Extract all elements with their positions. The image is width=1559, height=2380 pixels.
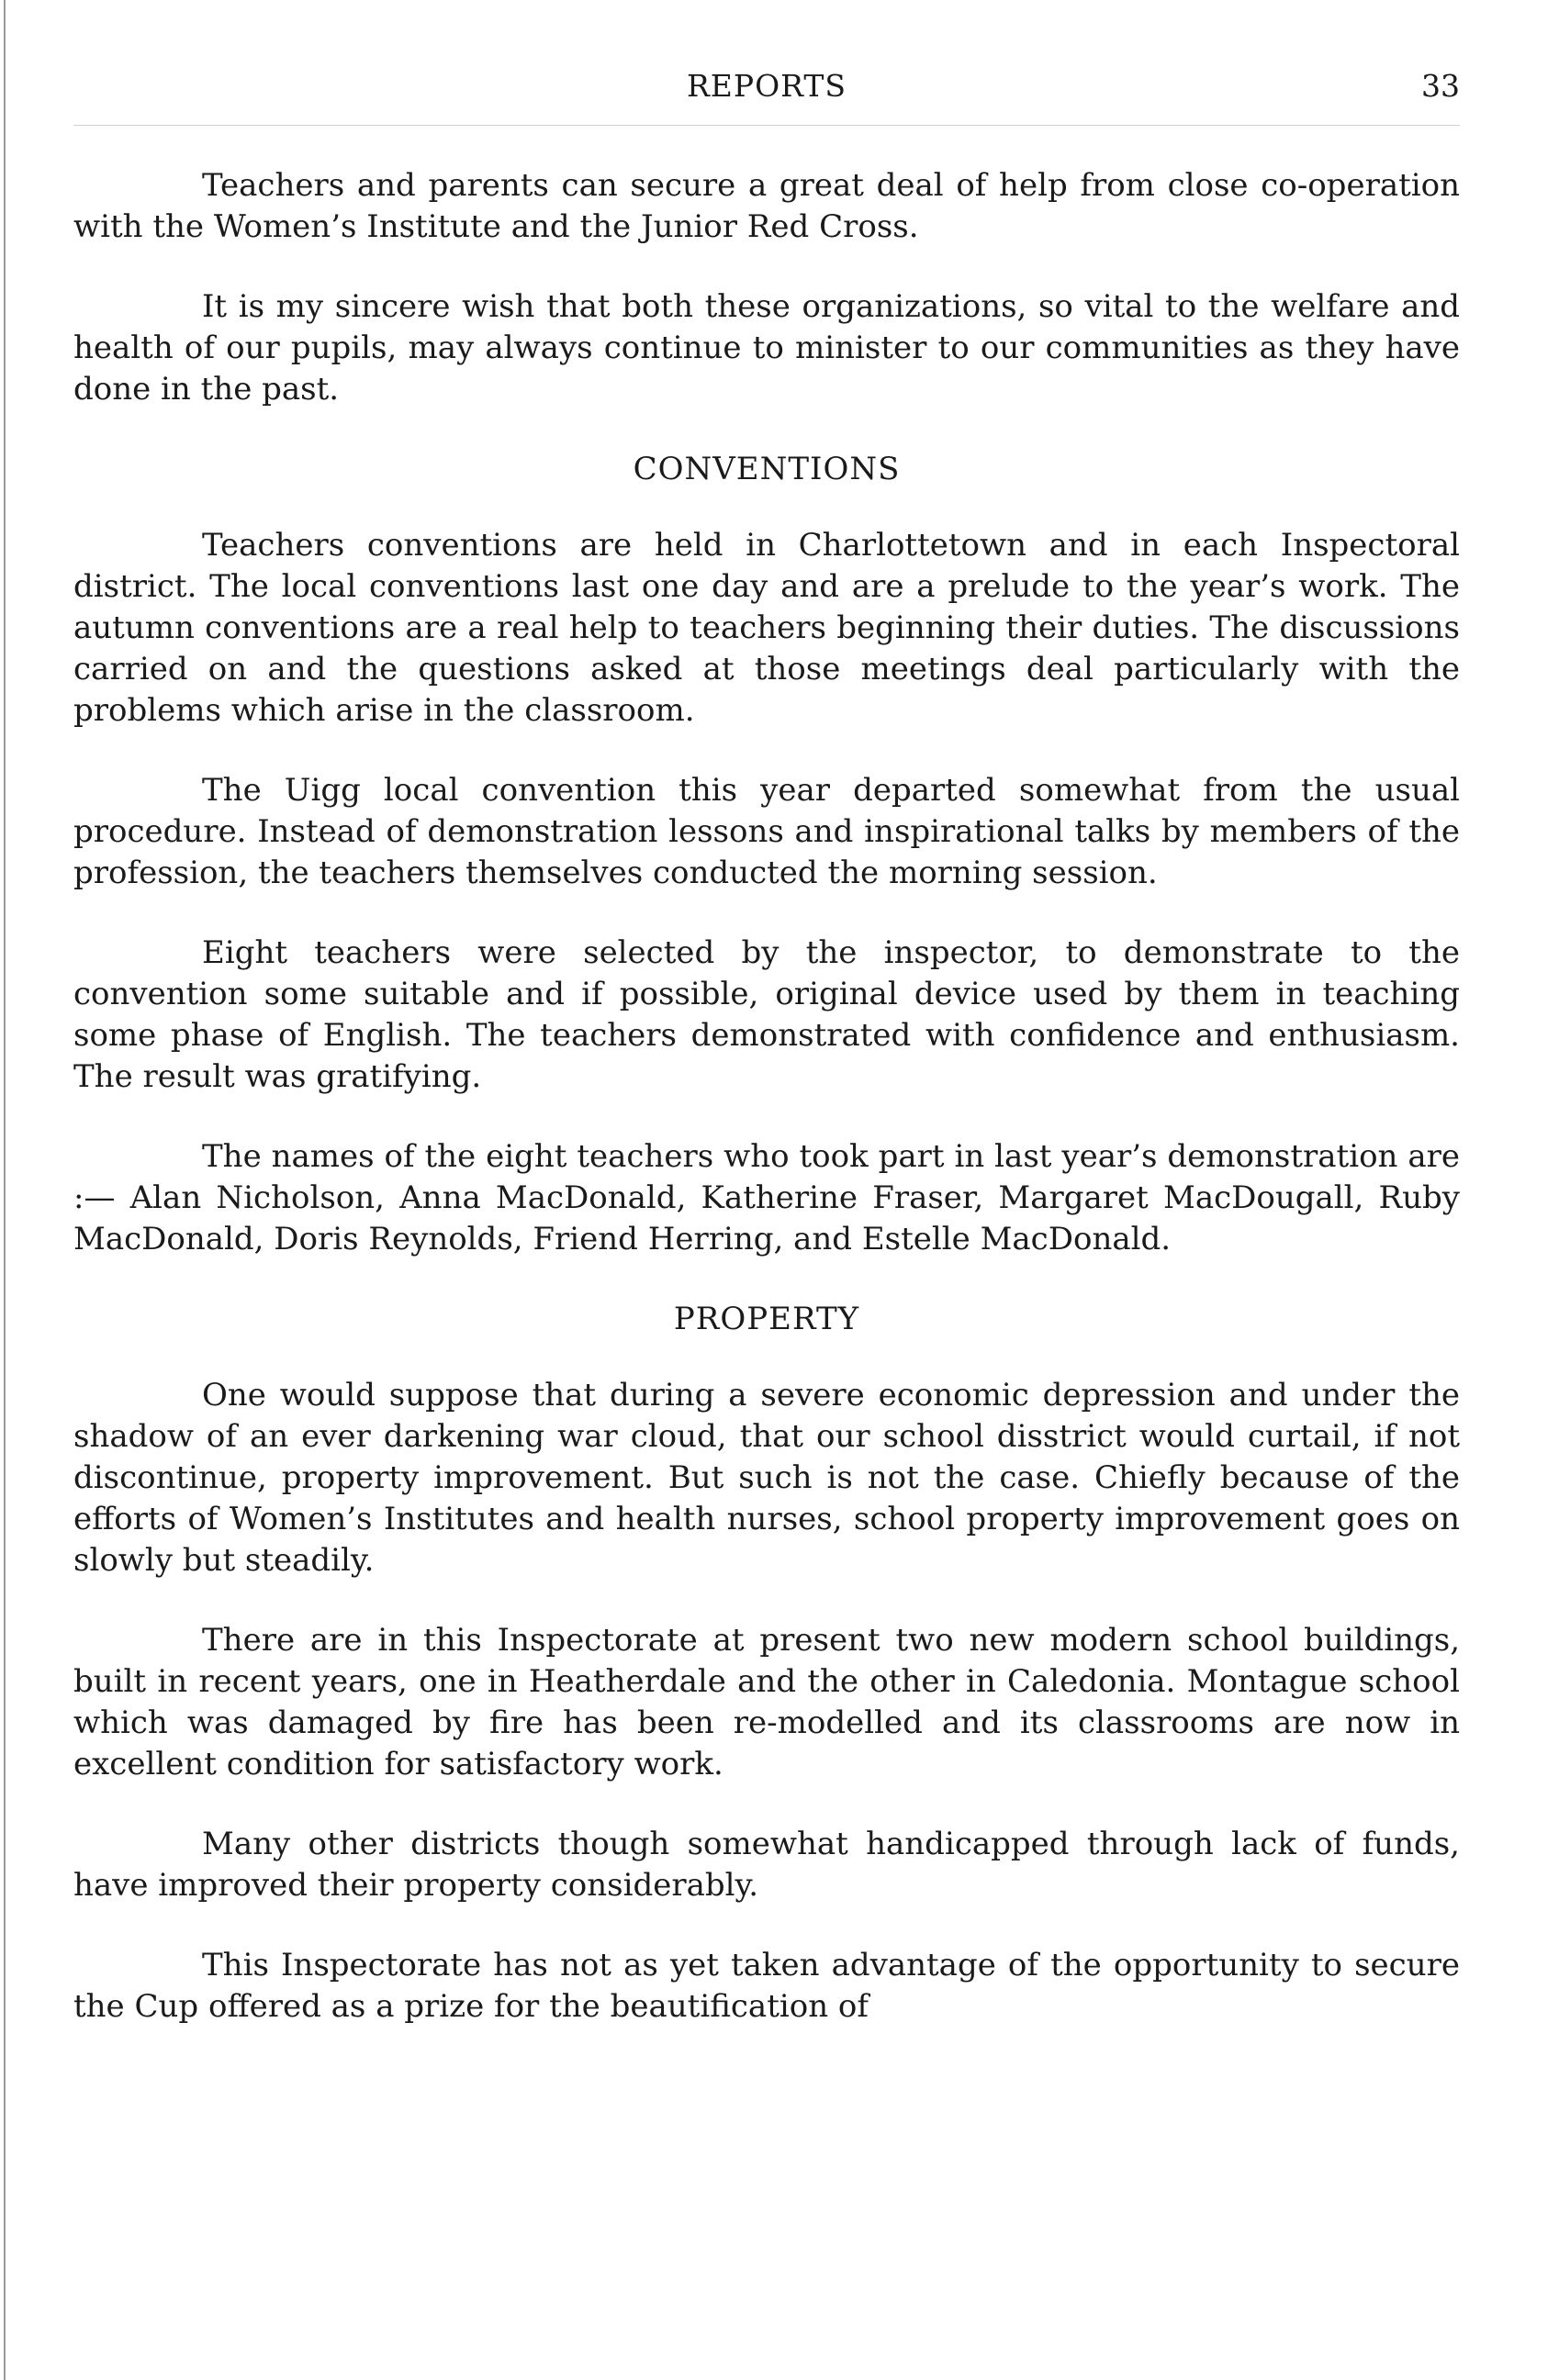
paragraph: There are in this Inspectorate at present two new modern school buildings, built in recent years, one in Heatherdale and the other in Caledonia. Montague school which was damaged by fire has been re-modelled and its classrooms are now in excellent condition for satisfactory work. — [73, 1622, 1460, 1782]
page-body — [73, 165, 1460, 2066]
header-rule — [73, 125, 1460, 126]
page-edge-line — [4, 0, 6, 2380]
paragraph: Many other districts though somewhat handicapped through lack of funds, have improved their property considerably. — [73, 1826, 1460, 1904]
page-header — [73, 62, 1460, 117]
paragraph: This Inspectorate has not as yet taken advantage of the opportunity to secure the Cup offered as a prize for the beautification of — [73, 1947, 1460, 2025]
section-heading-property: PROPERTY — [673, 1301, 860, 1337]
running-head: REPORTS — [686, 68, 847, 104]
page-number: 33 — [1421, 68, 1460, 104]
paragraph: Eight teachers were selected by the inspector, to demonstrate to the convention some suitable and if possible, original device used by them in teaching some phase of English. The teachers demonstrated with confidence and enthusiasm. The result was gratifying. — [73, 934, 1460, 1095]
paragraph: One would suppose that during a severe economic depression and under the shadow of an ever darkening war cloud, that our school disstrict would curtail, if not discontinue, property improvement. But such is not the case. Chiefly because of the efforts of Women’s Institutes and health nurses, school property improvement goes on slowly but steadily. — [73, 1377, 1460, 1579]
paragraph: Teachers conventions are held in Charlottetown and in each Inspectoral district. The local conventions last one day and are a prelude to the year’s work. The autumn conventions are a real help to teachers beginning their duties. The discussions carried on and the questions asked at those meetings deal particularly with the problems which arise in the classroom. — [73, 527, 1460, 729]
paragraph: The names of the eight teachers who took part in last year’s demonstration are :— Alan Nicholson, Anna MacDonald, Katherine Fraser, Margaret MacDougall, Ruby MacDonald, Doris Reynolds, Friend Herring, and Estelle MacDonald. — [73, 1138, 1460, 1257]
paragraph: It is my sincere wish that both these organizations, so vital to the welfare and health of our pupils, may always continue to minister to our communities as they have done in the past. — [73, 288, 1460, 408]
paragraph: Teachers and parents can secure a great deal of help from close co-operation with the Women’s Institute and the Junior Red Cross. — [73, 167, 1460, 245]
section-heading-conventions: CONVENTIONS — [633, 451, 901, 487]
paragraph: The Uigg local convention this year departed somewhat from the usual procedure. Instead of demonstration lessons and inspirational talks by members of the profession, the teachers themselves conducted the morning session. — [73, 772, 1460, 891]
